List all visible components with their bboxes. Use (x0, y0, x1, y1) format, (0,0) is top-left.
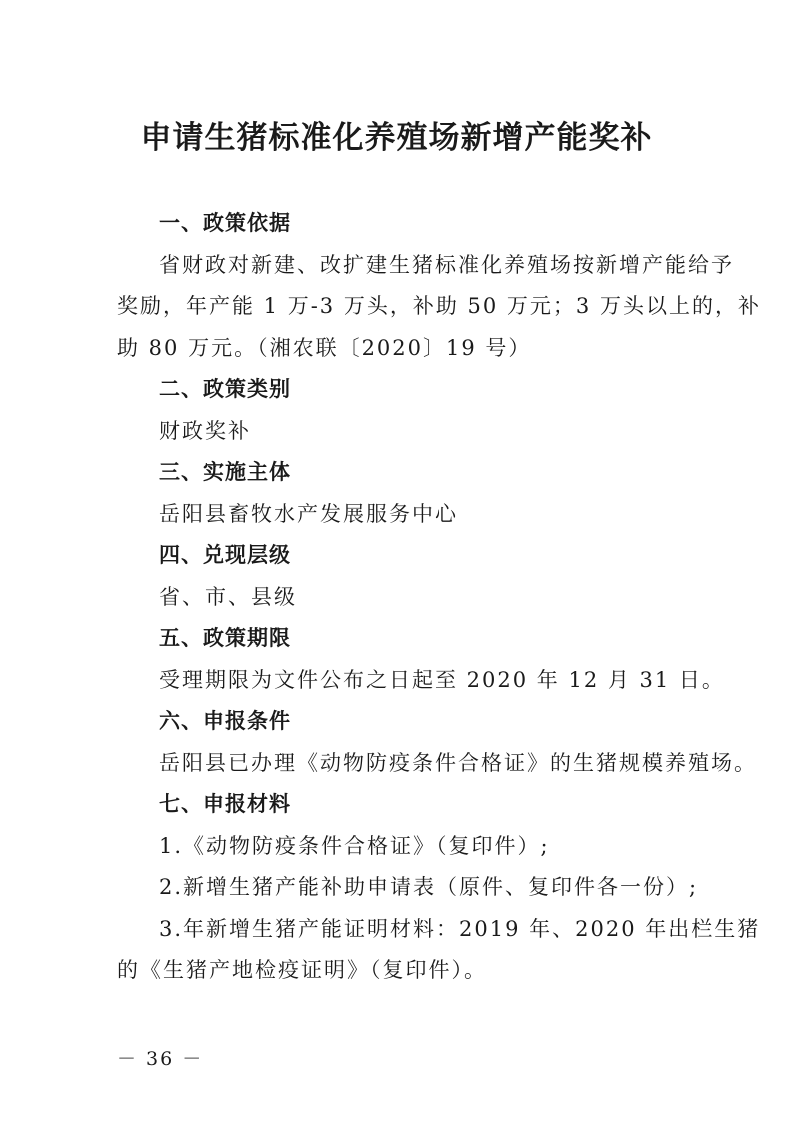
section-heading-application-conditions: 六、申报条件 (159, 709, 291, 733)
policy-basis-text-line-2: 奖励，年产能 1 万-3 万头，补助 50 万元；3 万头以上的，补 (117, 294, 761, 318)
materials-item-2: 2.新增生猪产能补助申请表（原件、复印件各一份）; (159, 875, 699, 899)
section-heading-implementing-body: 三、实施主体 (159, 460, 291, 484)
document-title: 申请生猪标准化养殖场新增产能奖补 (140, 120, 653, 156)
payment-level-text: 省、市、县级 (159, 584, 297, 609)
application-conditions-text: 岳阳县已办理《动物防疫条件合格证》的生猪规模养殖场。 (159, 750, 757, 775)
policy-basis-text-line-3: 助 80 万元。（湘农联〔2020〕19 号） (117, 335, 532, 360)
section-heading-payment-level: 四、兑现层级 (159, 543, 291, 567)
materials-item-3-line-2: 的《生猪产地检疫证明》（复印件）。 (117, 958, 487, 982)
document-body (117, 203, 761, 992)
section-heading-policy-basis: 一、政策依据 (159, 211, 291, 235)
materials-item-3-line-1: 3.年新增生猪产能证明材料：2019 年、2020 年出栏生猪 (159, 916, 761, 941)
section-heading-policy-category: 二、政策类别 (159, 377, 291, 401)
policy-category-text: 财政奖补 (159, 418, 251, 443)
materials-item-1: 1.《动物防疫条件合格证》（复印件）; (159, 833, 550, 858)
policy-period-text: 受理期限为文件公布之日起至 2020 年 12 月 31 日。 (159, 667, 725, 692)
implementing-body-text: 岳阳县畜牧水产发展服务中心 (159, 501, 458, 526)
policy-basis-text-line-1: 省财政对新建、改扩建生猪标准化养殖场按新增产能给予 (159, 252, 734, 277)
section-heading-policy-period: 五、政策期限 (159, 626, 291, 650)
section-heading-application-materials: 七、申报材料 (159, 792, 291, 816)
page-number: － 36 － (117, 1048, 204, 1070)
